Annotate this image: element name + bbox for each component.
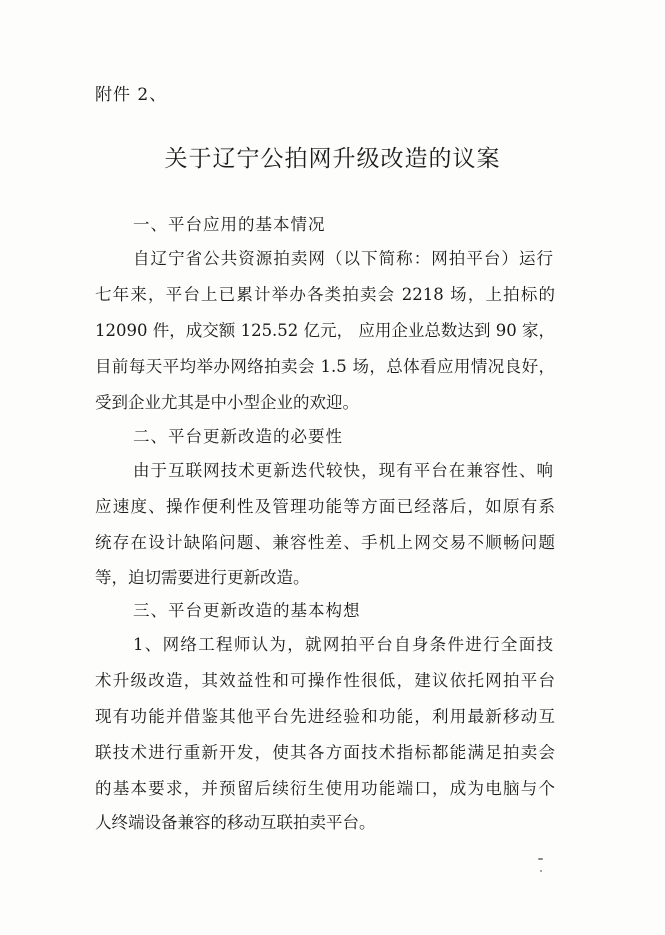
annex-label: 附件 2、 (95, 85, 168, 105)
section-heading: 一、平台应用的基本情况 (133, 215, 326, 234)
paragraph-line: 受到企业尤其是中小型企业的欢迎。 (95, 393, 359, 412)
paragraph-line: 现有功能并借鉴其他平台先进经验和功能，利用最新移动互 (95, 707, 555, 726)
paragraph-line: 术升级改造，其效益性和可操作性很低，建议依托网拍平台 (95, 671, 555, 690)
paragraph-line: 人终端设备兼容的移动互联拍卖平台。 (95, 813, 376, 832)
section-heading: 三、平台更新改造的基本构想 (133, 601, 361, 620)
paragraph-line: 等，迫切需要进行更新改造。 (95, 568, 310, 587)
paragraph-line: 统存在设计缺陷问题、兼容性差、手机上网交易不顺畅问题 (95, 533, 555, 552)
paragraph-line: 联技术进行重新开发，使其各方面技术指标都能满足拍卖会 (95, 743, 555, 762)
section-heading: 二、平台更新改造的必要性 (133, 427, 343, 446)
paragraph-line: 的基本要求，并预留后续衍生使用功能端口，成为电脑与个 (95, 779, 555, 798)
paragraph-line: 目前每天平均举办网络拍卖会 1.5 场，总体看应用情况良好， (95, 357, 555, 376)
document-title: 关于辽宁公拍网升级改造的议案 (164, 146, 501, 172)
paragraph-line: 七年来，平台上已累计举办各类拍卖会 2218 场，上拍标的 (95, 285, 555, 304)
scan-speck (538, 858, 543, 860)
scan-speck (540, 870, 542, 872)
paragraph-line: 自辽宁省公共资源拍卖网（以下简称：网拍平台）运行 (133, 249, 553, 268)
paragraph-line: 由于互联网技术更新迭代较快，现有平台在兼容性、响 (133, 461, 553, 480)
paragraph-line: 12090 件，成交额 125.52 亿元， 应用企业总数达到 90 家， (95, 321, 555, 340)
paragraph-line: 应速度、操作便利性及管理功能等方面已经落后，如原有系 (95, 497, 555, 516)
paragraph-line: 1、网络工程师认为，就网拍平台自身条件进行全面技 (133, 635, 553, 654)
